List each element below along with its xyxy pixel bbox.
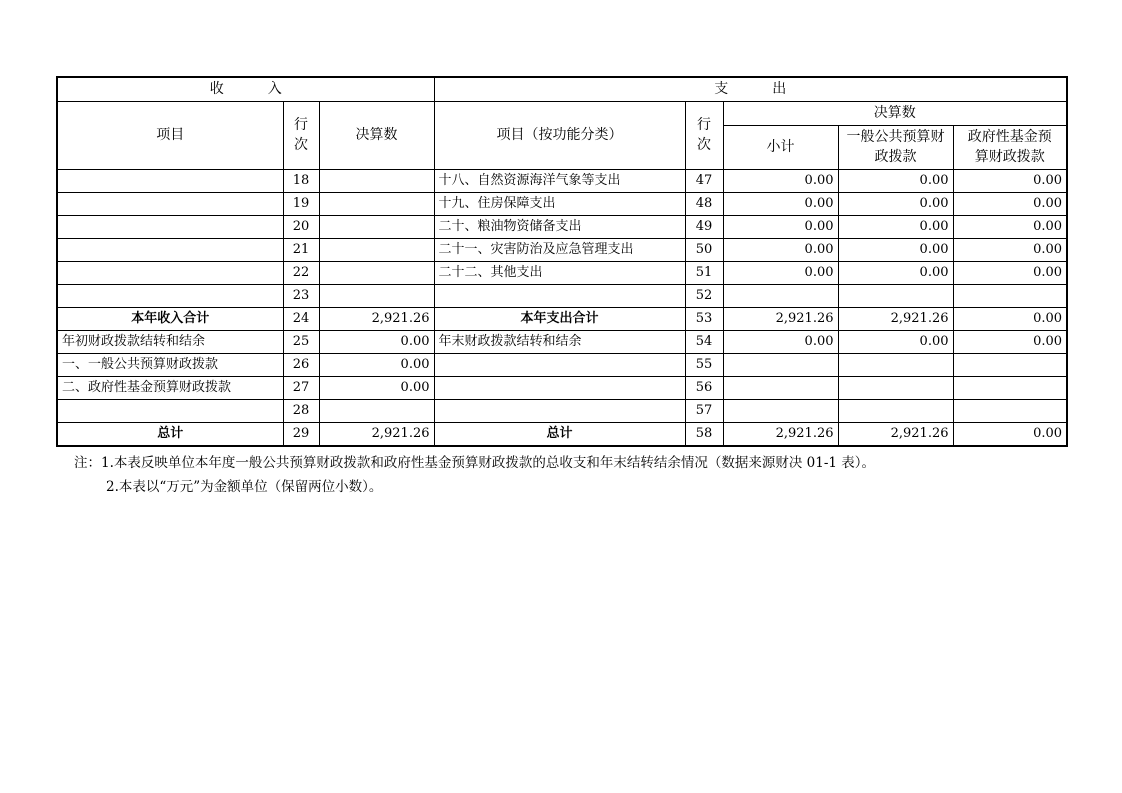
expense-line-no-cell: 51: [685, 261, 723, 284]
income-item-cell: [57, 399, 283, 422]
income-line-no-cell: 21: [283, 238, 319, 261]
col-header-item: 项目: [57, 101, 283, 169]
subtotal-cell: 0.00: [723, 238, 838, 261]
subtotal-cell: 2,921.26: [723, 307, 838, 330]
income-item-cell: 总计: [57, 422, 283, 446]
income-amount-cell: 0.00: [319, 330, 434, 353]
table-row: [57, 192, 1067, 215]
subtotal-cell: [723, 376, 838, 399]
expense-line-no-cell: 53: [685, 307, 723, 330]
expense-line-no-cell: 49: [685, 215, 723, 238]
income-item-cell: 年初财政拨款结转和结余: [57, 330, 283, 353]
income-amount-cell: 0.00: [319, 353, 434, 376]
income-item-cell: [57, 284, 283, 307]
table-row: [57, 307, 1067, 330]
expense-title: 支出: [714, 81, 831, 98]
expense-line-no-cell: 52: [685, 284, 723, 307]
income-amount-cell: [319, 169, 434, 192]
income-amount-cell: 0.00: [319, 376, 434, 399]
income-amount-cell: 2,921.26: [319, 422, 434, 446]
subtotal-cell: [723, 353, 838, 376]
general-budget-cell: [838, 376, 953, 399]
col-header-line-no: 行次: [283, 101, 319, 169]
table-row: [57, 422, 1067, 446]
income-amount-cell: [319, 399, 434, 422]
expense-item-cell: [434, 284, 685, 307]
general-budget-cell: 2,921.26: [838, 307, 953, 330]
col-header-amount-group: 决算数: [723, 101, 1067, 125]
subtotal-cell: 0.00: [723, 330, 838, 353]
income-line-no-cell: 22: [283, 261, 319, 284]
notes: [56, 451, 1066, 499]
general-budget-cell: 2,921.26: [838, 422, 953, 446]
general-budget-cell: 0.00: [838, 192, 953, 215]
expense-item-cell: 二十一、灾害防治及应急管理支出: [434, 238, 685, 261]
subtotal-cell: 0.00: [723, 261, 838, 284]
expense-item-cell: 总计: [434, 422, 685, 446]
income-line-no-cell: 24: [283, 307, 319, 330]
income-line-no-cell: 28: [283, 399, 319, 422]
expense-item-cell: 二十、粮油物资储备支出: [434, 215, 685, 238]
expense-line-no-cell: 47: [685, 169, 723, 192]
note-1: 注：1.本表反映单位本年度一般公共预算财政拨款和政府性基金预算财政拨款的总收支和年末结转结余情况（数据来源财决 01-1 表）。: [74, 454, 876, 471]
expense-item-cell: 十八、自然资源海洋气象等支出: [434, 169, 685, 192]
subtotal-cell: 0.00: [723, 169, 838, 192]
subtotal-cell: [723, 284, 838, 307]
gov-fund-budget-cell: 0.00: [953, 422, 1067, 446]
gov-fund-budget-cell: 0.00: [953, 238, 1067, 261]
income-item-cell: 一、一般公共预算财政拨款: [57, 353, 283, 376]
expense-line-no-cell: 50: [685, 238, 723, 261]
income-amount-cell: [319, 215, 434, 238]
income-item-cell: 二、政府性基金预算财政拨款: [57, 376, 283, 399]
expense-item-cell: 年末财政拨款结转和结余: [434, 330, 685, 353]
income-section-header: [57, 77, 434, 101]
income-line-no-cell: 27: [283, 376, 319, 399]
gov-fund-budget-cell: 0.00: [953, 215, 1067, 238]
subtotal-cell: 0.00: [723, 192, 838, 215]
income-line-no-cell: 23: [283, 284, 319, 307]
income-item-cell: [57, 215, 283, 238]
general-budget-cell: 0.00: [838, 330, 953, 353]
expense-item-cell: 二十二、其他支出: [434, 261, 685, 284]
report-page: [56, 76, 1066, 499]
gov-fund-budget-cell: 0.00: [953, 169, 1067, 192]
table-row: [57, 330, 1067, 353]
subtotal-cell: 2,921.26: [723, 422, 838, 446]
income-item-cell: [57, 169, 283, 192]
table-body: [57, 169, 1067, 446]
income-item-cell: [57, 192, 283, 215]
col-header-line-no-2: 行次: [685, 101, 723, 169]
col-header-general-budget: 一般公共预算财政拨款: [838, 125, 953, 169]
income-line-no-cell: 26: [283, 353, 319, 376]
general-budget-cell: [838, 399, 953, 422]
income-amount-cell: [319, 261, 434, 284]
expense-section-header: [434, 77, 1067, 101]
table-row: [57, 261, 1067, 284]
col-header-item-by-function: 项目（按功能分类）: [434, 101, 685, 169]
expense-line-no-cell: 48: [685, 192, 723, 215]
gov-fund-budget-cell: 0.00: [953, 307, 1067, 330]
income-item-cell: [57, 261, 283, 284]
expense-line-no-cell: 58: [685, 422, 723, 446]
expense-line-no-cell: 54: [685, 330, 723, 353]
gov-fund-budget-cell: 0.00: [953, 330, 1067, 353]
table-row: [57, 238, 1067, 261]
table-row: [57, 353, 1067, 376]
table-row: [57, 284, 1067, 307]
expense-line-no-cell: 57: [685, 399, 723, 422]
expense-line-no-cell: 55: [685, 353, 723, 376]
table-row: [57, 169, 1067, 192]
income-line-no-cell: 19: [283, 192, 319, 215]
general-budget-cell: 0.00: [838, 238, 953, 261]
income-line-no-cell: 29: [283, 422, 319, 446]
expense-item-cell: 十九、住房保障支出: [434, 192, 685, 215]
income-amount-cell: [319, 192, 434, 215]
expense-item-cell: 本年支出合计: [434, 307, 685, 330]
gov-fund-budget-cell: [953, 399, 1067, 422]
gov-fund-budget-cell: 0.00: [953, 261, 1067, 284]
fiscal-appropriation-table: [56, 76, 1068, 447]
gov-fund-budget-cell: 0.00: [953, 192, 1067, 215]
subtotal-cell: [723, 399, 838, 422]
gov-fund-budget-cell: [953, 353, 1067, 376]
income-amount-cell: [319, 238, 434, 261]
col-header-amount: 决算数: [319, 101, 434, 169]
table-row: [57, 215, 1067, 238]
subtotal-cell: 0.00: [723, 215, 838, 238]
income-item-cell: 本年收入合计: [57, 307, 283, 330]
general-budget-cell: [838, 353, 953, 376]
table-row: [57, 399, 1067, 422]
general-budget-cell: [838, 284, 953, 307]
income-title: 收入: [209, 81, 326, 98]
col-header-subtotal: 小计: [723, 125, 838, 169]
expense-item-cell: [434, 376, 685, 399]
gov-fund-budget-cell: [953, 284, 1067, 307]
table-row: [57, 376, 1067, 399]
income-item-cell: [57, 238, 283, 261]
gov-fund-budget-cell: [953, 376, 1067, 399]
col-header-gov-fund-budget: 政府性基金预算财政拨款: [953, 125, 1067, 169]
general-budget-cell: 0.00: [838, 215, 953, 238]
general-budget-cell: 0.00: [838, 169, 953, 192]
expense-line-no-cell: 56: [685, 376, 723, 399]
note-2: 2.本表以“万元”为金额单位（保留两位小数）。: [106, 478, 383, 495]
income-amount-cell: [319, 284, 434, 307]
expense-item-cell: [434, 353, 685, 376]
income-line-no-cell: 20: [283, 215, 319, 238]
income-line-no-cell: 25: [283, 330, 319, 353]
income-amount-cell: 2,921.26: [319, 307, 434, 330]
general-budget-cell: 0.00: [838, 261, 953, 284]
income-line-no-cell: 18: [283, 169, 319, 192]
expense-item-cell: [434, 399, 685, 422]
